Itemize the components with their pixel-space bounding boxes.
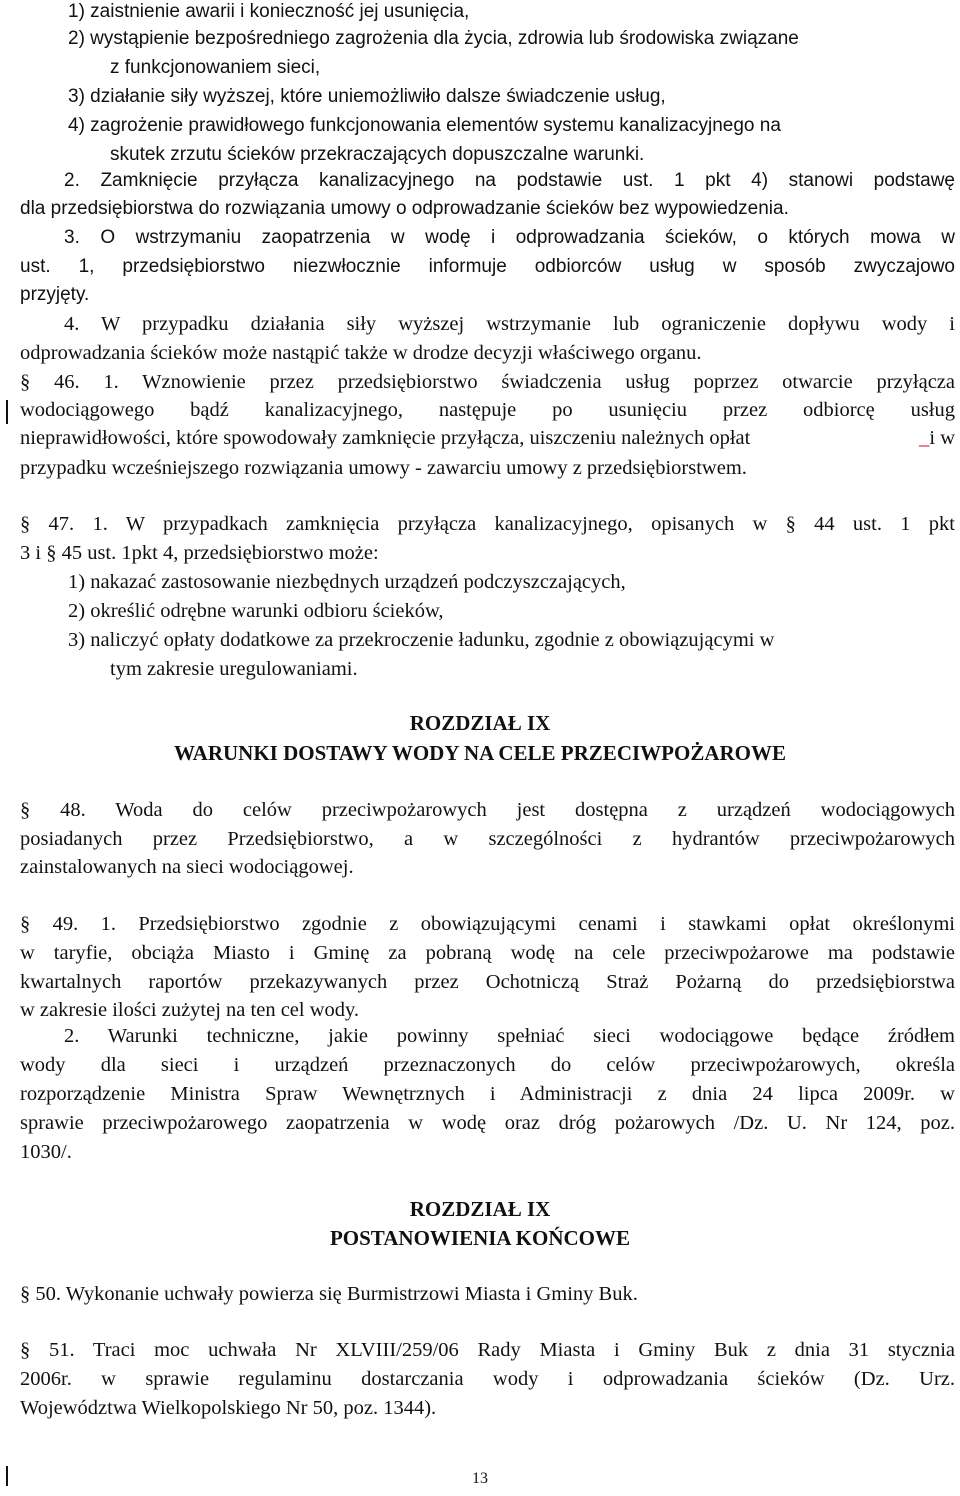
list-a-item-2: 2) wystąpienie bezpośredniego zagrożenia dla życia, zdrowia lub środowiska związane [68,28,799,49]
list-b-item-1: 1) nakazać zastosowanie niezbędnych urządzeń podczyszczających, [68,571,626,593]
section-49-1-line-3: kwartalnych raportów przekazywanych przez Ochotniczą Straż Pożarną do przedsiębiorstwa [20,971,955,993]
section-49-2-line-5: 1030/. [20,1141,72,1163]
section-46-line-4: przypadku wcześniejszego rozwiązania umowy - zawarciu umowy z przedsiębiorstwem. [20,457,747,479]
section-49-2-line-2: wody dla sieci i urządzeń przeznaczonych do celów przeciwpożarowych, określa [20,1054,955,1076]
paragraph-3-line-3: przyjęty. [20,284,90,305]
list-a-item-2-cont: z funkcjonowaniem sieci, [110,57,321,78]
section-50: § 50. Wykonanie uchwały powierza się Burmistrzowi Miasta i Gminy Buk. [20,1283,638,1305]
section-49-2-line-3: rozporządzenie Ministra Spraw Wewnętrznych i Administracji z dnia 24 lipca 2009r. w [20,1083,955,1105]
section-49-1-line-4: w zakresie ilości zużytej na ten cel wody. [20,999,360,1021]
section-47-line-1: § 47. 1. W przypadkach zamknięcia przyłącza kanalizacyjnego, opisanych w § 44 ust. 1 pkt [20,513,955,535]
list-b-item-3-cont: tym zakresie uregulowaniami. [110,658,358,680]
paragraph-3-line-2: ust. 1, przedsiębiorstwo niezwłocznie informuje odbiorców usług w sposób zwyczajowo [20,256,955,277]
section-51-line-2: 2006r. w sprawie regulaminu dostarczania wody i odprowadzania ścieków (Dz. Urz. [20,1368,955,1390]
chapter-heading-2-title: POSTANOWIENIA KOŃCOWE [329,1226,631,1250]
list-a-item-4: 4) zagrożenie prawidłowego funkcjonowania elementów systemu kanalizacyjnego na [68,115,781,136]
chapter-heading-1-title: WARUNKI DOSTAWY WODY NA CELE PRZECIWPOŻAROWE [174,741,786,765]
paragraph-2-line-1: 2. Zamknięcie przyłącza kanalizacyjnego na podstawie ust. 1 pkt 4) stanowi podstawę [64,170,955,191]
section-49-2-line-1: 2. Warunki techniczne, jakie powinny spełniać sieci wodociągowe będące źródłem [64,1025,955,1047]
list-b-item-3: 3) naliczyć opłaty dodatkowe za przekroczenie ładunku, zgodnie z obowiązującymi w [68,629,775,651]
section-51-line-3: Województwa Wielkopolskiego Nr 50, poz. 1344). [20,1397,437,1419]
section-47-line-2: 3 i § 45 ust. 1pkt 4, przedsiębiorstwo może: [20,542,379,564]
list-a-item-4-cont: skutek zrzutu ścieków przekraczających dopuszczalne warunki. [110,144,645,165]
change-bar [6,400,8,424]
section-46-line-3-text: nieprawidłowości, które spowodowały zamknięcie przyłącza, uiszczeniu należnych opłat [20,427,751,449]
list-b-item-2: 2) określić odrębne warunki odbioru ścieków, [68,600,444,622]
section-46-line-3 [20,426,955,450]
section-46-line-3-tail [919,426,955,450]
chapter-heading-1-number: ROZDZIAŁ IX [409,711,551,735]
section-48-line-3: zainstalowanych na sieci wodociągowej. [20,856,354,878]
paragraph-4-line-1: 4. W przypadku działania siły wyższej wstrzymanie lub ograniczenie dopływu wody i [64,313,955,335]
paragraph-2-line-2: dla przedsiębiorstwa do rozwiązania umowy o odprowadzanie ścieków bez wypowiedzenia. [20,198,789,219]
section-46-tail-text: i w [929,427,955,449]
section-49-1-line-1: § 49. 1. Przedsiębiorstwo zgodnie z obowiązującymi cenami i stawkami opłat określonymi [20,913,955,935]
section-49-2-line-4: sprawie przeciwpożarowego zaopatrzenia w wodę oraz dróg pożarowych /Dz. U. Nr 124, poz. [20,1112,955,1134]
section-48-line-2: posiadanych przez Przedsiębiorstwo, a w szczególności z hydrantów przeciwpożarowych [20,828,955,850]
red-edit-mark: _ [919,427,930,449]
paragraph-4-line-2: odprowadzania ścieków może nastąpić także w drodze decyzji właściwego organu. [20,342,702,364]
section-49-1-line-2: w taryfie, obciąża Miasto i Gminę za pobraną wodę na cele przeciwpożarowe ma podstawie [20,942,955,964]
page-number: 13 [472,1470,488,1487]
section-46-line-2: wodociągowego bądź kanalizacyjnego, następuje po usunięciu przez odbiorcę usług [20,399,955,421]
section-51-line-1: § 51. Traci moc uchwała Nr XLVIII/259/06 Rady Miasta i Gminy Buk z dnia 31 stycznia [20,1339,955,1361]
list-a-item-1: 1) zaistnienie awarii i konieczność jej usunięcia, [68,1,470,22]
list-a-item-3: 3) działanie siły wyższej, które uniemożliwiło dalsze świadczenie usług, [68,86,666,107]
section-46-line-1: § 46. 1. Wznowienie przez przedsiębiorstwo świadczenia usług poprzez otwarcie przyłącza [20,371,955,393]
paragraph-3-line-1: 3. O wstrzymaniu zaopatrzenia w wodę i odprowadzania ścieków, o których mowa w [64,227,955,248]
section-48-line-1: § 48. Woda do celów przeciwpożarowych jest dostępna z urządzeń wodociągowych [20,799,955,821]
chapter-heading-2-number: ROZDZIAŁ IX [409,1197,551,1221]
